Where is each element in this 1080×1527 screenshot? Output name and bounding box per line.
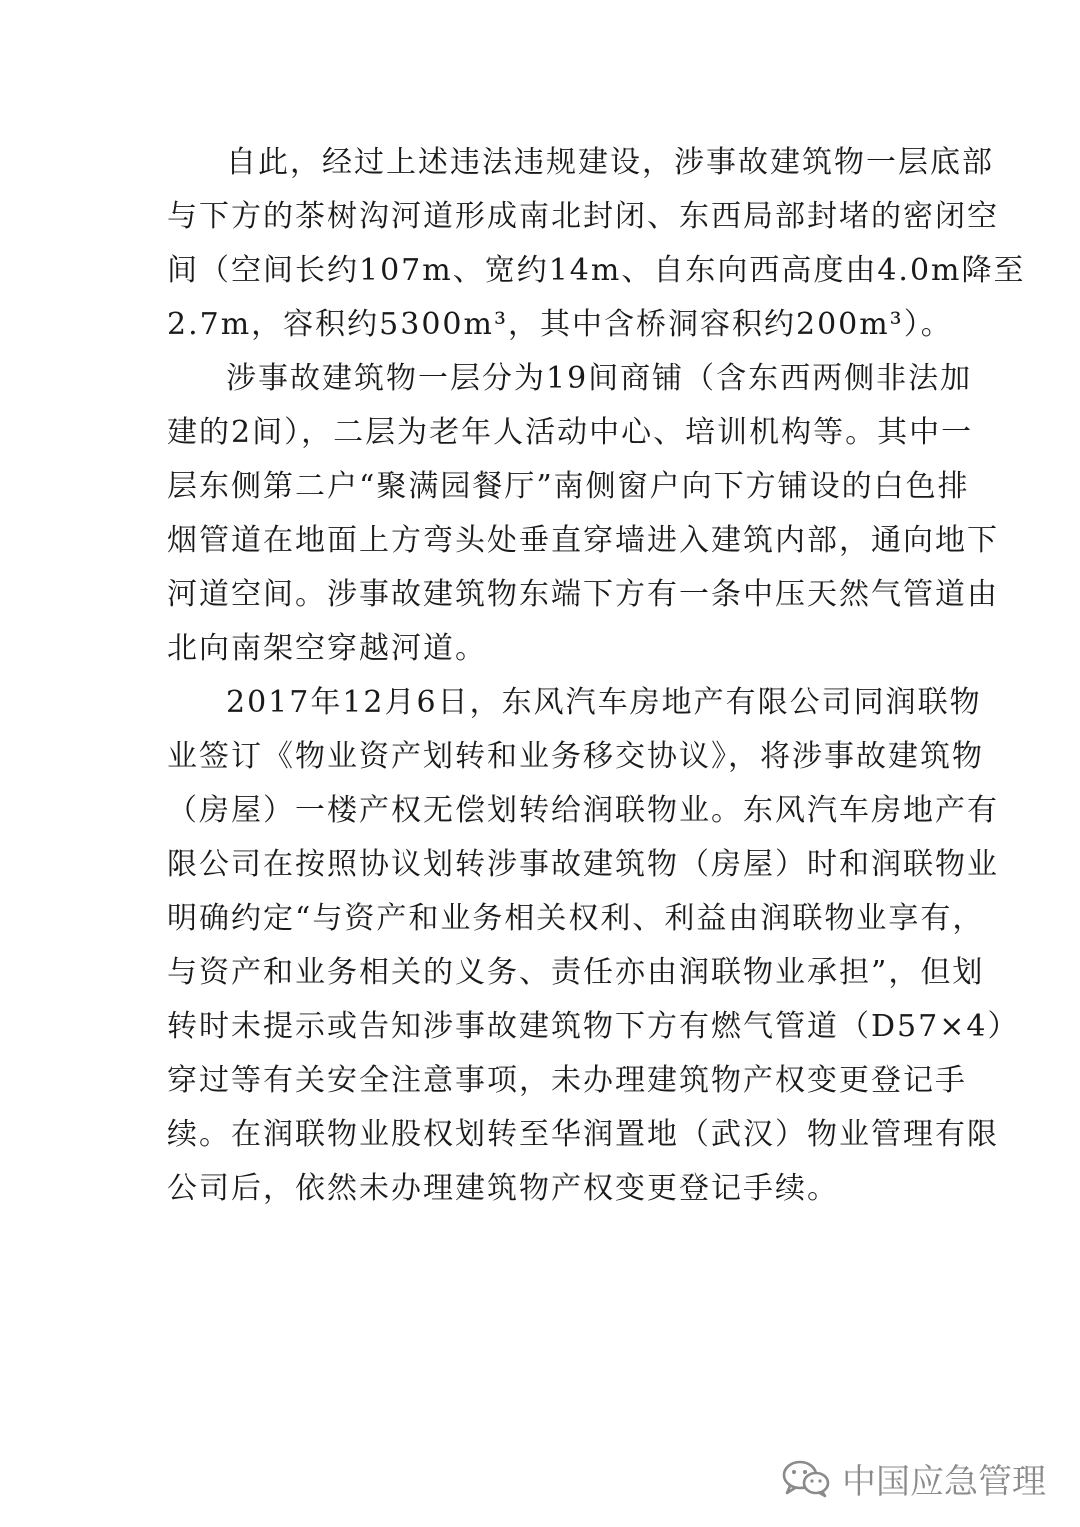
text-line: 层东侧第二户“聚满园餐厅”南侧窗户向下方铺设的白色排: [167, 469, 970, 504]
text-line: 烟管道在地面上方弯头处垂直穿墙进入建筑内部，通向地下: [167, 523, 999, 558]
text-line: 涉事故建筑物一层分为19间商铺（含东西两侧非法加: [226, 361, 973, 396]
watermark-text: 中国应急管理: [842, 1461, 1046, 1502]
text-line: 间（空间长约107m、宽约14m、自东向西高度由4.0m降至: [167, 253, 1026, 288]
text-line: 2.7m，容积约5300m³，其中含桥洞容积约200m³）。: [167, 307, 953, 342]
text-line: 北向南架空穿越河道。: [167, 631, 487, 666]
text-line: 建的2间），二层为老年人活动中心、培训机构等。其中一: [167, 415, 974, 450]
text-line: 与资产和业务相关的义务、责任亦由润联物业承担”，但划: [167, 955, 985, 990]
text-line: 公司后，依然未办理建筑物产权变更登记手续。: [167, 1171, 839, 1206]
text-line: 业签订《物业资产划转和业务移交协议》，将涉事故建筑物: [167, 739, 984, 774]
text-line: 河道空间。涉事故建筑物东端下方有一条中压天然气管道由: [167, 577, 999, 612]
wechat-icon: [780, 1458, 832, 1498]
text-line: 自此，经过上述违法违规建设，涉事故建筑物一层底部: [226, 145, 994, 180]
text-line: 续。在润联物业股权划转至华润置地（武汉）物业管理有限: [167, 1117, 999, 1152]
text-line: 明确约定“与资产和业务相关权利、利益由润联物业享有，: [167, 901, 985, 936]
text-line: 限公司在按照协议划转涉事故建筑物（房屋）时和润联物业: [167, 847, 999, 882]
watermark: [780, 1450, 1046, 1506]
text-line: 转时未提示或告知涉事故建筑物下方有燃气管道（D57×4）: [167, 1009, 1020, 1044]
text-line: 穿过等有关安全注意事项，未办理建筑物产权变更登记手: [167, 1063, 967, 1098]
text-line: （房屋）一楼产权无偿划转给润联物业。东风汽车房地产有: [167, 793, 999, 828]
text-line: 2017年12月6日，东风汽车房地产有限公司同润联物: [226, 685, 982, 720]
text-line: 与下方的茶树沟河道形成南北封闭、东西局部封堵的密闭空: [167, 199, 999, 234]
